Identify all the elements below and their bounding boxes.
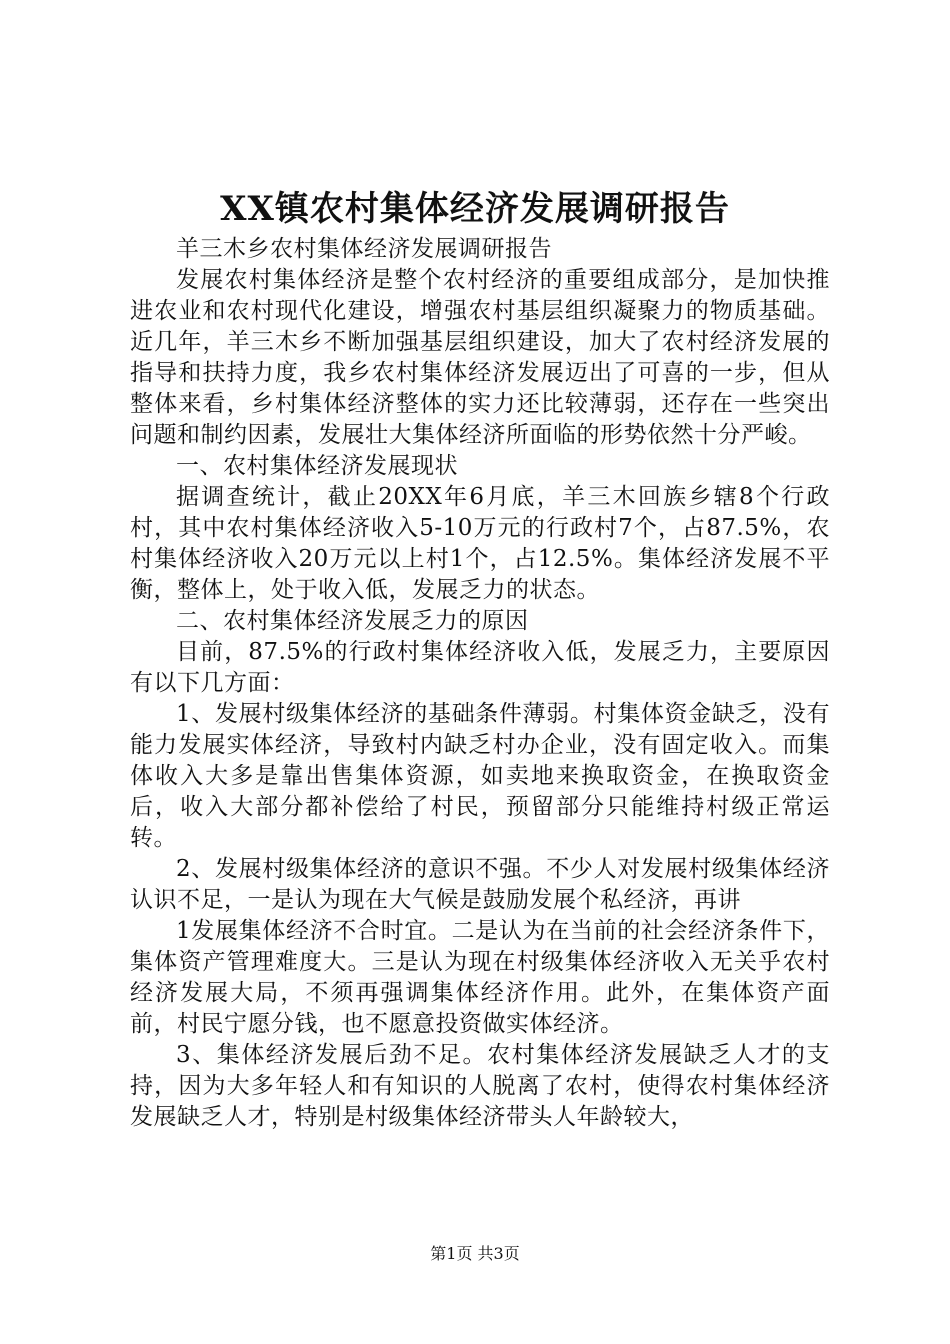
cause-2-paragraph: 2、发展村级集体经济的意识不强。不少人对发展村级集体经济认识不足，一是认为现在大气候是鼓励发展个私经济，再讲 — [130, 856, 830, 913]
status-paragraph: 据调查统计，截止20XX年6月底，羊三木回族乡辖8个行政村，其中农村集体经济收入5-10万元的行政村7个，占87.5%，农村集体经济收入20万元以上村1个，占12.5%。集体经济发展不平衡，整体上，处于收入低，发展乏力的状态。 — [130, 484, 830, 603]
cause-2-continued-paragraph: 1发展集体经济不合时宜。二是认为在当前的社会经济条件下，集体资产管理难度大。三是认为现在村级集体经济收入无关乎农村经济发展大局，不须再强调集体经济作用。此外，在集体资产面前，村民宁愿分钱，也不愿意投资做实体经济。 — [130, 918, 830, 1037]
subtitle-paragraph: 羊三木乡农村集体经济发展调研报告 — [176, 236, 552, 262]
document-body — [130, 234, 830, 1133]
document-title: XX镇农村集体经济发展调研报告 — [220, 189, 730, 229]
section-heading-causes: 二、农村集体经济发展乏力的原因 — [176, 608, 529, 634]
page-number-footer: 第1页 共3页 — [430, 1244, 520, 1263]
intro-paragraph: 发展农村集体经济是整个农村经济的重要组成部分，是加快推进农业和农村现代化建设，增强农村基层组织凝聚力的物质基础。近几年，羊三木乡不断加强基层组织建设，加大了农村经济发展的指导和扶持力度，我乡农村集体经济发展迈出了可喜的一步，但从整体来看，乡村集体经济整体的实力还比较薄弱，还存在一些突出问题和制约因素，发展壮大集体经济所面临的形势依然十分严峻。 — [130, 267, 830, 448]
cause-1-paragraph: 1、发展村级集体经济的基础条件薄弱。村集体资金缺乏，没有能力发展实体经济，导致村内缺乏村办企业，没有固定收入。而集体收入大多是靠出售集体资源，如卖地来换取资金，在换取资金后，收入大部分都补偿给了村民，预留部分只能维持村级正常运转。 — [130, 701, 830, 851]
section-heading-status: 一、农村集体经济发展现状 — [176, 453, 458, 479]
cause-3-paragraph: 3、集体经济发展后劲不足。农村集体经济发展缺乏人才的支持，因为大多年轻人和有知识的人脱离了农村，使得农村集体经济发展缺乏人才，特别是村级集体经济带头人年龄较大， — [130, 1042, 830, 1130]
causes-intro-paragraph: 目前，87.5%的行政村集体经济收入低，发展乏力，主要原因有以下几方面： — [130, 639, 830, 696]
